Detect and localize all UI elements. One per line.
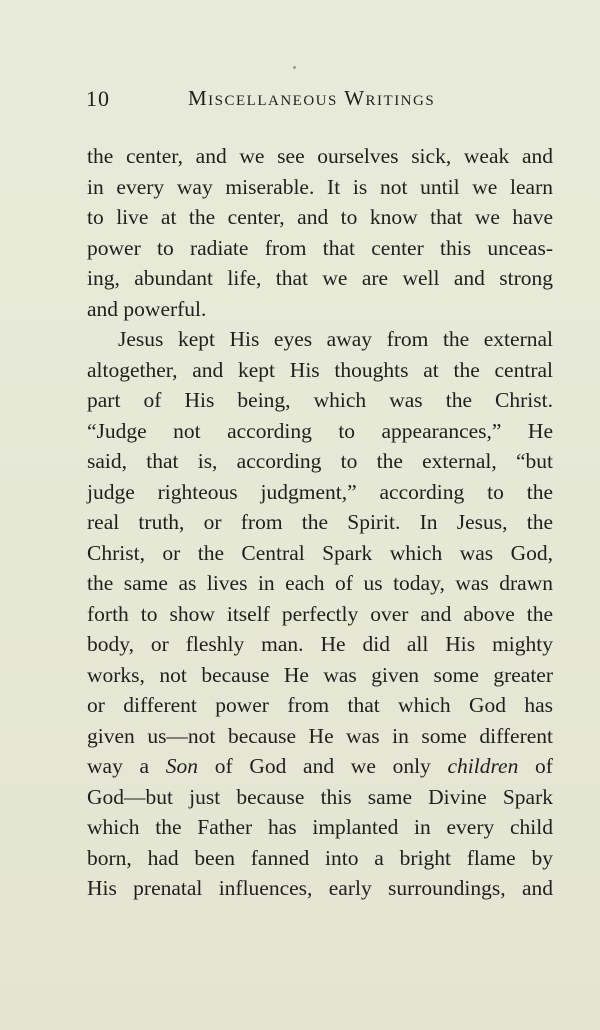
text-line: given us—not because He was in some different [87,723,553,748]
text-line: the center, and we see ourselves sick, weak and [87,144,553,168]
text-line: born, had been fanned into a bright flame by [87,845,553,870]
text-line: judge righteous judgment,” according to the [87,479,553,504]
text-line: the same as lives in each of us today, was drawn [87,571,553,595]
text-line: ing, abundant life, that we are well and strong [87,266,553,290]
text-line: said, that is, according to the external, “but [87,449,553,473]
text-line: or different power from that which God has [87,693,553,717]
text-line-italic-mixed [87,751,553,782]
text-segment: of God and we only [198,754,448,778]
text-line: body, or fleshly man. He did all His mighty [87,632,553,656]
body-text [87,141,553,904]
text-line: which the Father has implanted in every child [87,815,553,839]
running-head [86,86,556,116]
text-line: His prenatal influences, early surroundings, and [87,876,553,900]
text-line: God—but just because this same Divine Spark [87,784,553,809]
text-line: and powerful. [87,296,207,321]
text-line: works, not because He was given some greater [87,662,553,687]
italic-word-son: Son [165,754,199,778]
page-number: 10 [86,86,110,111]
text-line: Christ, or the Central Spark which was God, [87,540,553,565]
text-line: “Judge not according to appearances,” He [87,418,553,443]
paragraph-first-line: Jesus kept His eyes away from the external [118,327,553,351]
running-title: Miscellaneous Writings [188,86,436,110]
text-line: real truth, or from the Spirit. In Jesus, the [87,510,553,534]
text-line: altogether, and kept His thoughts at the central [87,357,553,382]
page-speck [293,66,296,69]
text-line: part of His being, which was the Christ. [87,388,553,412]
italic-word-children: children [447,754,519,778]
text-line: power to radiate from that center this unceas- [87,235,553,260]
text-line: forth to show itself perfectly over and above the [87,601,553,626]
text-line: to live at the center, and to know that we have [87,205,553,229]
text-line: in every way miserable. It is not until we learn [87,174,553,199]
text-segment: way a [87,754,166,778]
text-segment: of [518,754,553,778]
